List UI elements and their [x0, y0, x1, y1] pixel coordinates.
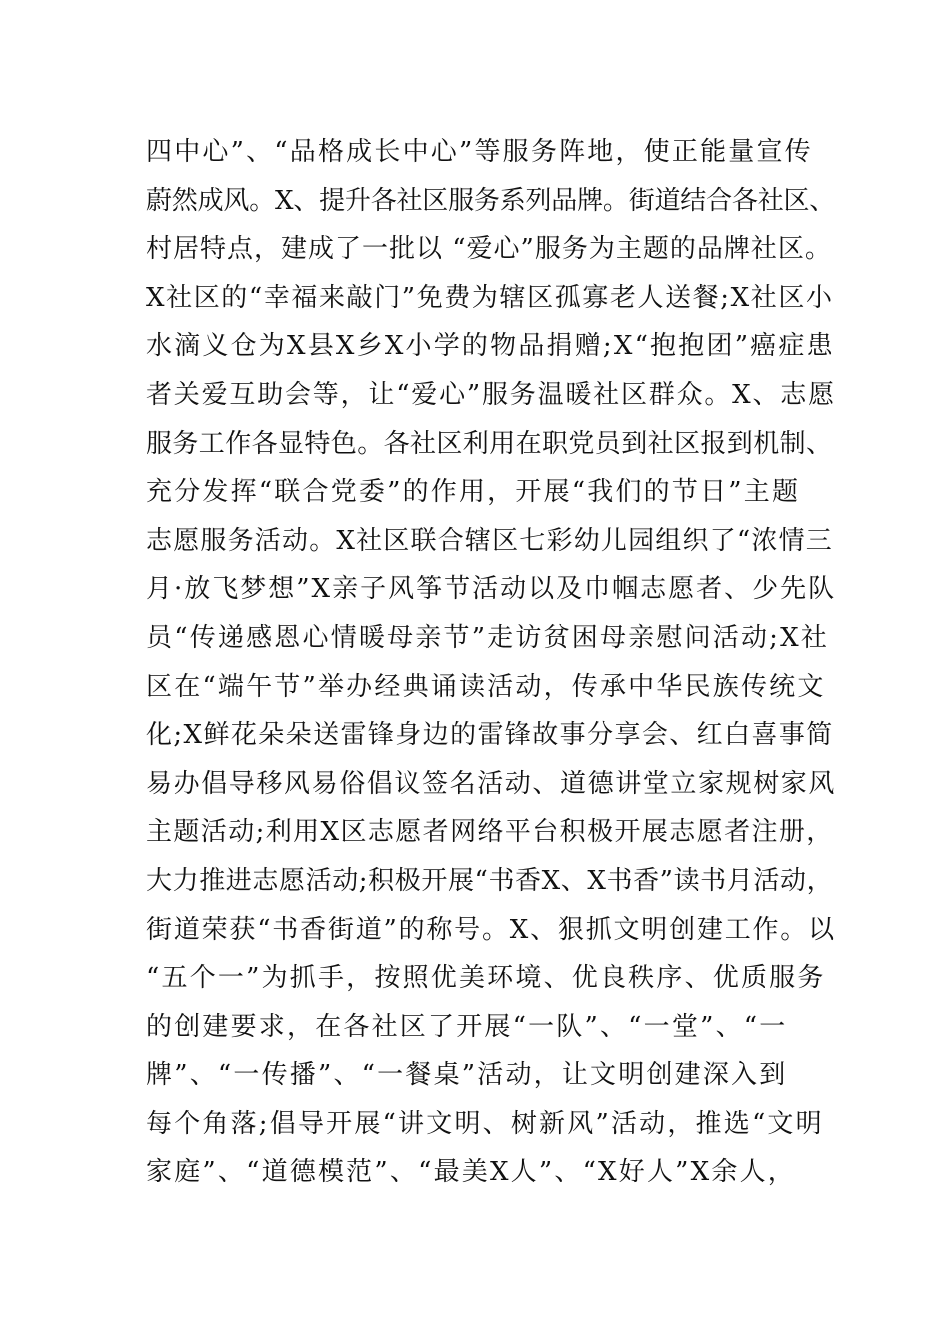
text-line: 水滴义仓为X县X乡X小学的物品捐赠;X“抱抱团”癌症患: [146, 331, 835, 362]
text-line: 化;X鲜花朵朵送雷锋身边的雷锋故事分享会、红白喜事简: [146, 720, 834, 751]
text-line: 蔚然成风。X、提升各社区服务系列品牌。街道结合各社区、: [146, 185, 836, 216]
text-line: 者关爱互助会等，让“爱心”服务温暖社区群众。X、志愿: [146, 379, 836, 410]
text-line: X社区的“幸福来敲门”免费为辖区孤寡老人送餐;X社区小: [146, 282, 834, 313]
text-line: 大力推进志愿活动;积极开展“书香X、X书香”读书月活动，: [146, 865, 834, 896]
text-line: 易办倡导移风易俗倡议签名活动、道德讲堂立家规树家风: [146, 768, 837, 799]
text-line: 服务工作各显特色。各社区利用在职党员到社区报到机制、: [146, 428, 833, 459]
text-line: 月·放飞梦想”X亲子风筝节活动以及巾帼志愿者、少先队: [146, 574, 837, 605]
body-paragraph: [146, 128, 837, 1197]
text-line: 牌”、“一传播”、“一餐桌”活动，让文明创建深入到: [146, 1060, 788, 1091]
text-line: 村居特点，建成了一批以 “爱心”服务为主题的品牌社区。: [146, 234, 832, 265]
text-line: 家庭”、“道德模范”、“最美X人”、“X好人”X余人，: [146, 1157, 796, 1188]
text-line: 的创建要求，在各社区了开展“一队”、“一堂”、“一: [146, 1011, 788, 1042]
text-line: 每个角落;倡导开展“讲文明、树新风”活动，推选“文明: [146, 1108, 824, 1139]
text-line: 四中心”、“品格成长中心”等服务阵地，使正能量宣传: [146, 137, 813, 167]
text-line: 主题活动;利用X区志愿者网络平台积极开展志愿者注册，: [146, 817, 834, 848]
text-line: 充分发挥“联合党委”的作用，开展“我们的节日”主题: [146, 477, 801, 508]
text-line: 志愿服务活动。X社区联合辖区七彩幼儿园组织了“浓情三: [146, 525, 834, 556]
text-line: 员“传递感恩心情暖母亲节”走访贫困母亲慰问活动;X社: [146, 622, 830, 653]
text-line: 区在“端午节”举办经典诵读活动，传承中华民族传统文: [146, 671, 826, 702]
text-line: “五个一”为抓手，按照优美环境、优良秩序、优质服务: [146, 963, 826, 994]
text-line: 街道荣获“书香街道”的称号。X、狠抓文明创建工作。以: [146, 914, 836, 945]
